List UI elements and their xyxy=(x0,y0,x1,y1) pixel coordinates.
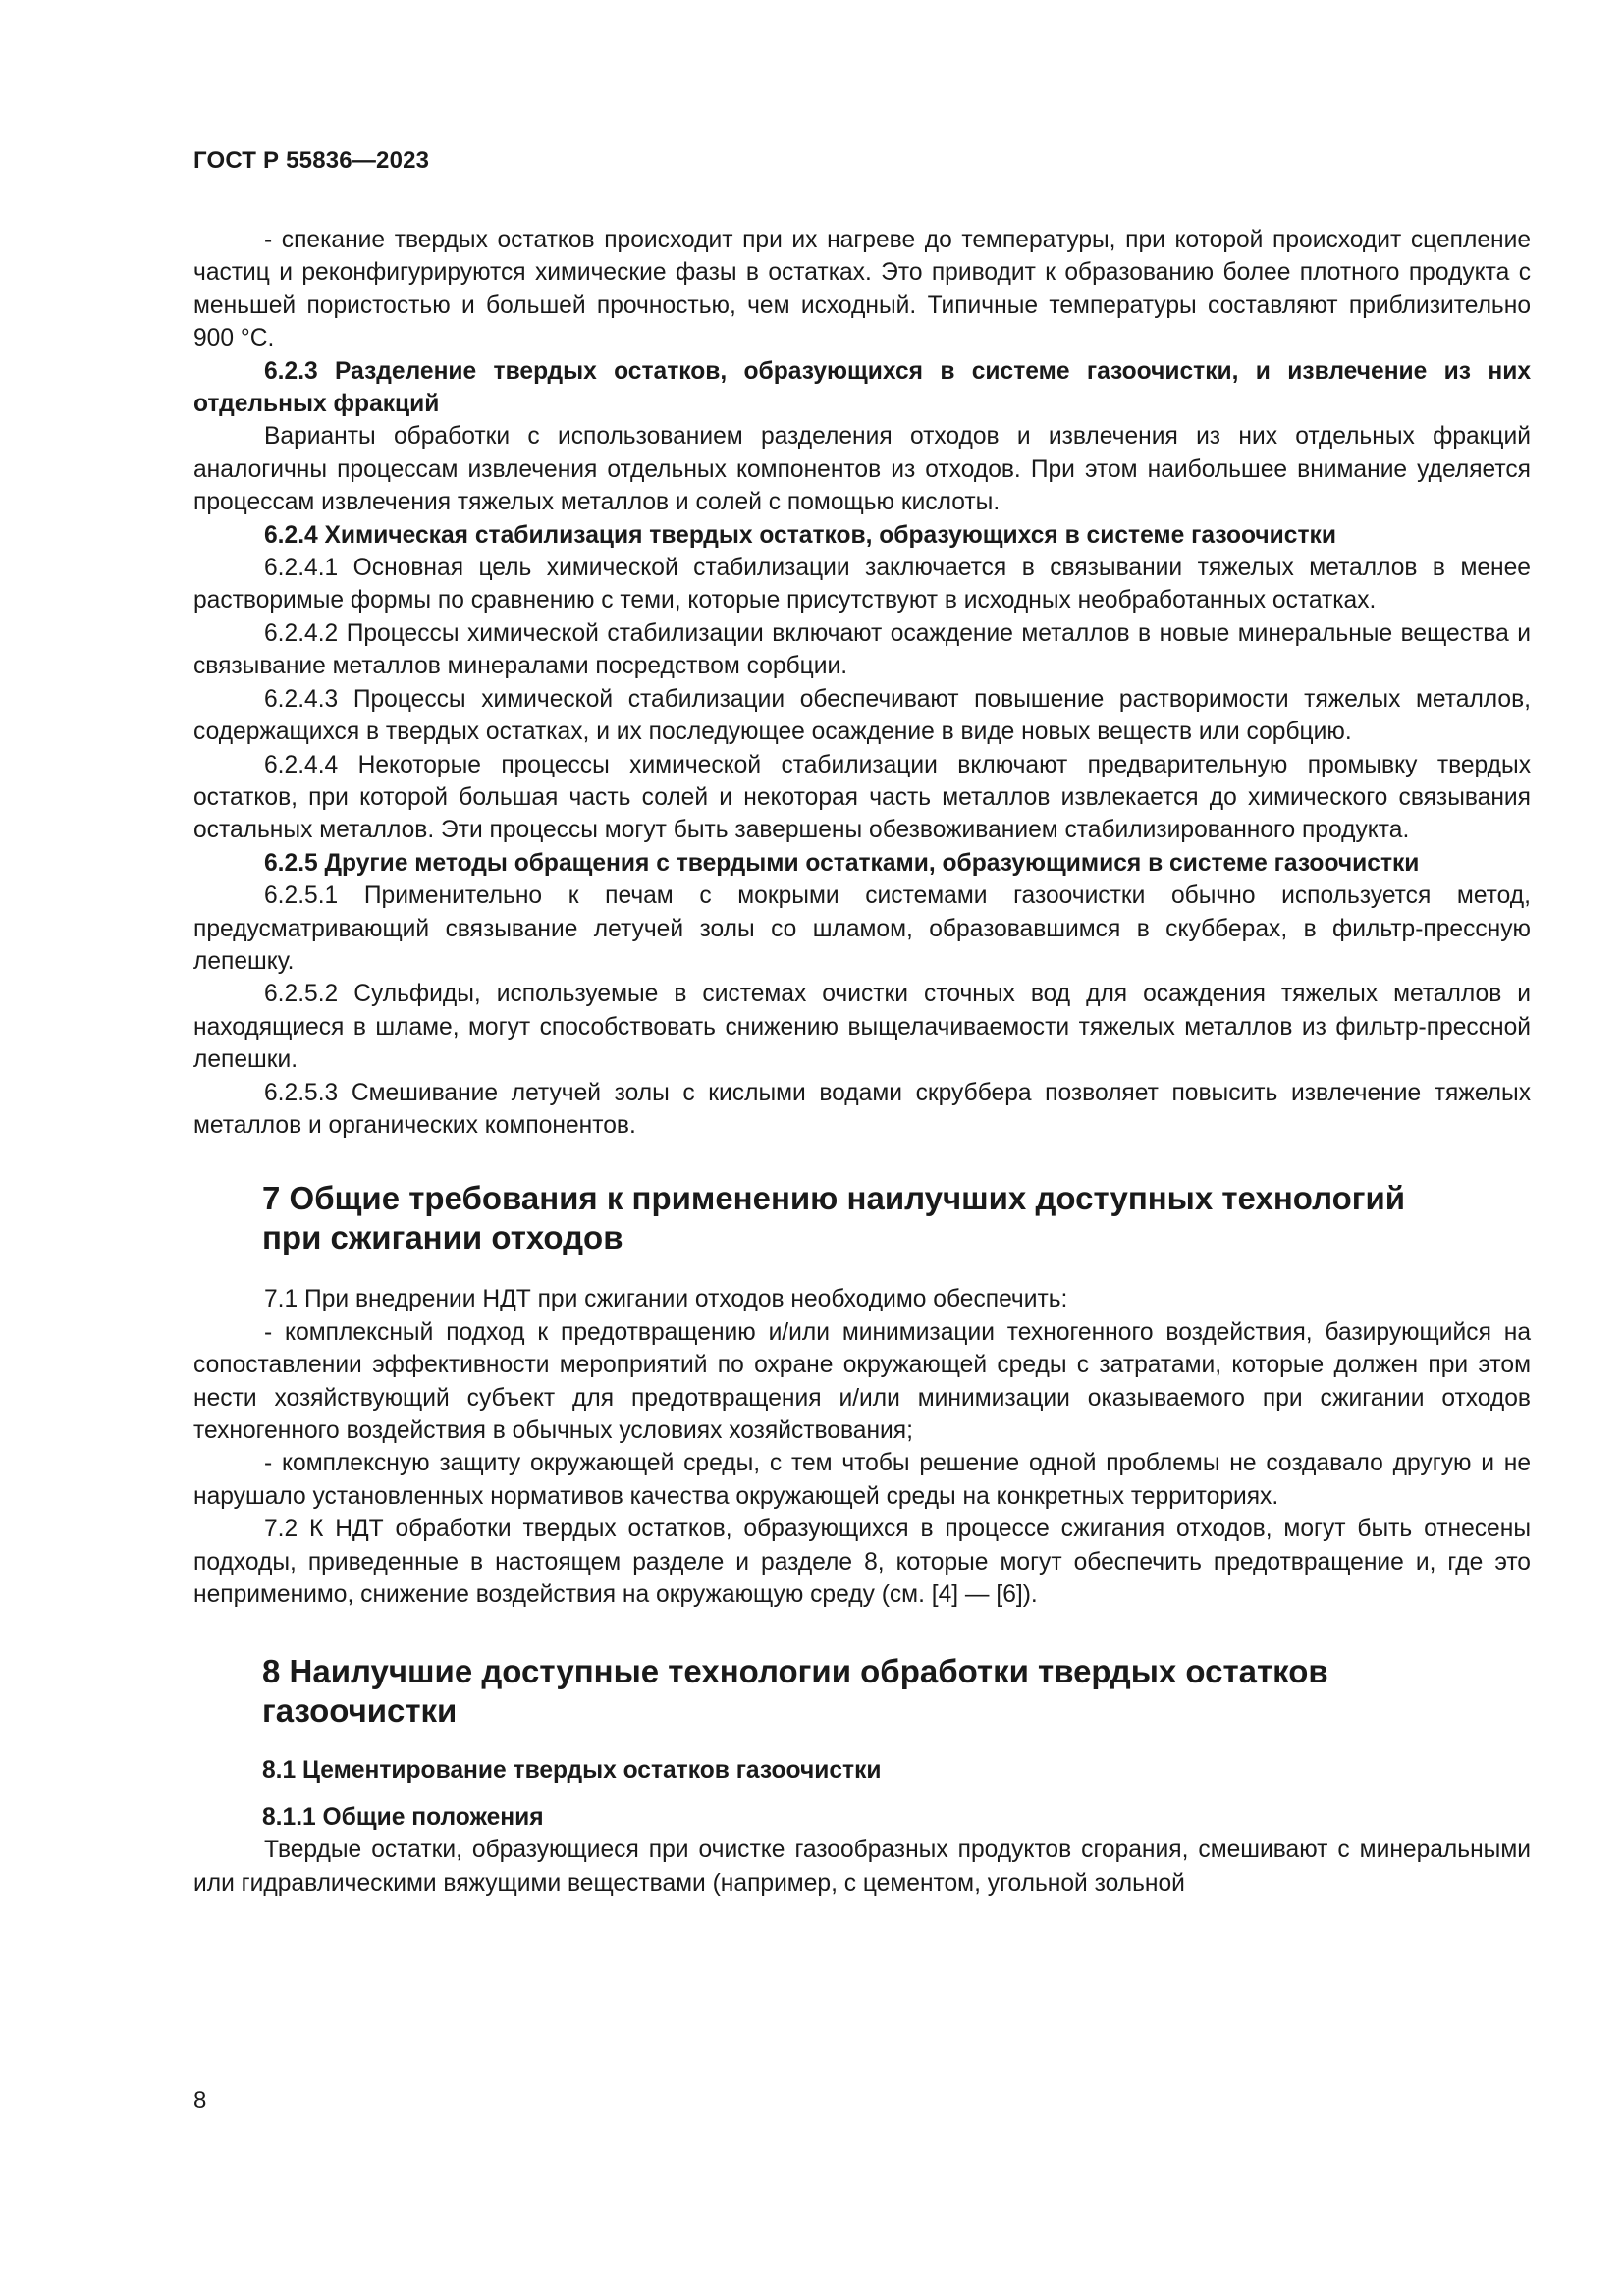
paragraph-7-1: 7.1 При внедрении НДТ при сжигании отходов необходимо обеспечить: xyxy=(264,1286,1068,1313)
section-heading-7-line-1: 7 Общие требования к применению наилучших доступных технологий xyxy=(262,1180,1406,1217)
document-code-header: ГОСТ Р 55836—2023 xyxy=(193,147,430,174)
section-heading-8-line-1: 8 Наилучшие доступные технологии обработки твердых остатков xyxy=(262,1653,1328,1690)
page-number: 8 xyxy=(193,2087,207,2113)
paragraph-6-2-5-3: 6.2.5.3 Смешивание летучей золы с кислыми водами скруббера позволяет повысить извлечение тяжелых металлов и органических компонентов. xyxy=(193,1079,1531,1139)
paragraph-7-1-item-a: - комплексный подход к предотвращению и/или минимизации техногенного воздействия, базирующийся на сопоставлении эффективности мероприятий по охране окружающей среды с затратами, которые должен при этом нести хозяйствующий субъект для предотвращения и/или минимизации оказываемого при сжигании отходов техногенного воздействия в обычных условиях хозяйствования; xyxy=(193,1318,1531,1444)
paragraph-sintering: - спекание твердых остатков происходит при их нагреве до температуры, при которой происходит сцепление частиц и реконфигурируются химические фазы в остатках. Это приводит к образованию более плотного продукта с меньшей пористостью и большей прочностью, чем исходный. Типичные температуры составляют приблизительно 900 °С. xyxy=(193,227,1531,352)
subsection-heading-6-2-3: 6.2.3 Разделение твердых остатков, образующихся в системе газоочистки, и извлечение из них отдельных фракций xyxy=(193,357,1531,418)
paragraph-6-2-4-3: 6.2.4.3 Процессы химической стабилизации обеспечивают повышение растворимости тяжелых металлов, содержащихся в твердых остатках, и их последующее осаждение в виде новых веществ или сорбцию. xyxy=(193,685,1531,746)
section-heading-8-line-2: газоочистки xyxy=(262,1692,458,1730)
section-heading-7 xyxy=(193,1179,1531,1257)
section-heading-8 xyxy=(193,1652,1531,1731)
subsection-heading-8-1-1: 8.1.1 Общие положения xyxy=(262,1803,544,1831)
document-body xyxy=(193,224,1531,1899)
paragraph-6-2-5-2: 6.2.5.2 Сульфиды, используемые в системах очистки сточных вод для осаждения тяжелых металлов и находящиеся в шламе, могут способствовать снижению выщелачиваемости тяжелых металлов из фильтр-прессной лепешки. xyxy=(193,981,1531,1074)
paragraph-6-2-4-4: 6.2.4.4 Некоторые процессы химической стабилизации включают предварительную промывку твердых остатков, при которой большая часть солей и некоторая часть металлов извлекается до химического связывания остальных металлов. Эти процессы могут быть завершены обезвоживанием стабилизированного продукта. xyxy=(193,751,1531,844)
paragraph-7-2: 7.2 К НДТ обработки твердых остатков, образующихся в процессе сжигания отходов, могут быть отнесены подходы, приведенные в настоящем разделе и разделе 8, которые могут обеспечить предотвращение и, где это неприменимо, снижение воздействия на окружающую среду (см. [4] — [6]). xyxy=(193,1516,1531,1609)
subsection-heading-8-1: 8.1 Цементирование твердых остатков газоочистки xyxy=(262,1757,882,1785)
paragraph-7-1-item-b: - комплексную защиту окружающей среды, с тем чтобы решение одной проблемы не создавало другую и не нарушало установленных нормативов качества окружающей среды на конкретных территориях. xyxy=(193,1450,1531,1510)
subsection-heading-6-2-4: 6.2.4 Химическая стабилизация твердых остатков, образующихся в системе газоочистки xyxy=(264,521,1336,549)
paragraph-6-2-5-1: 6.2.5.1 Применительно к печам с мокрыми системами газоочистки обычно используется метод, предусматривающий связывание летучей золы со шламом, образовавшимся в скубберах, в фильтр-прессную лепешку. xyxy=(193,882,1531,975)
section-heading-7-line-2: при сжигании отходов xyxy=(262,1219,623,1256)
paragraph-6-2-4-2: 6.2.4.2 Процессы химической стабилизации включают осаждение металлов в новые минеральные вещества и связывание металлов минералами посредством сорбции. xyxy=(193,619,1531,680)
paragraph-6-2-3: Варианты обработки с использованием разделения отходов и извлечения из них отдельных фракций аналогичны процессам извлечения отдельных компонентов из отходов. При этом наибольшее внимание уделяется процессам извлечения тяжелых металлов и солей с помощью кислоты. xyxy=(193,423,1531,516)
paragraph-6-2-4-1: 6.2.4.1 Основная цель химической стабилизации заключается в связывании тяжелых металлов в менее растворимые формы по сравнению с теми, которые присутствуют в исходных необработанных остатках. xyxy=(193,555,1531,614)
subsection-heading-6-2-5: 6.2.5 Другие методы обращения с твердыми остатками, образующимися в системе газоочистки xyxy=(264,849,1420,877)
paragraph-8-1-1: Твердые остатки, образующиеся при очистке газообразных продуктов сгорания, смешивают с минеральными или гидравлическими вяжущими веществами (например, с цементом, угольной зольной xyxy=(193,1837,1531,1896)
